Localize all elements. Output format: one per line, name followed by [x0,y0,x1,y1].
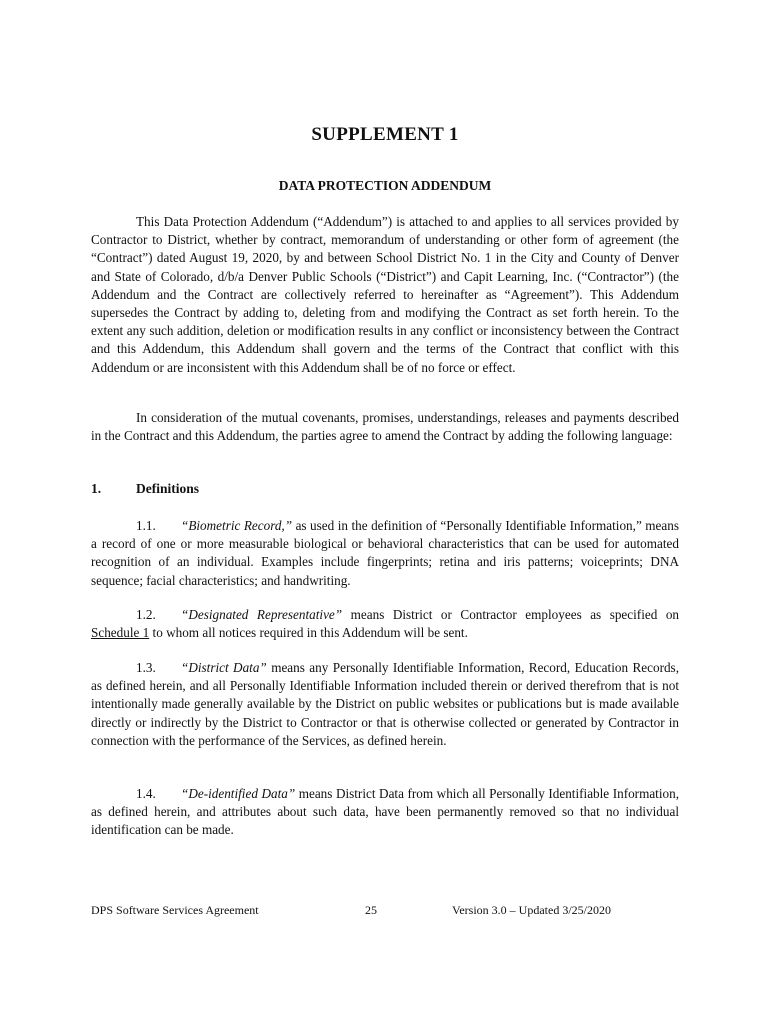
definition-text: means District Data from which all Personally Identifiable Information, as defined herein, and attributes about such data, have been permanently removed so that no individual identification can be made. [91,786,679,838]
definition-term: “District Data” [181,660,267,675]
document-title: SUPPLEMENT 1 [311,124,459,145]
section-number: 1. [91,481,102,496]
footer-version: Version 3.0 – Updated 3/25/2020 [452,903,611,917]
definition-number: 1.3. [136,660,156,675]
intro-paragraph: This Data Protection Addendum (“Addendum”) is attached to and applies to all services provided by Contractor to District, whether by contract, memorandum of understanding or other form of agreement (the “Contract”) dated August 19, 2020, by and between School District No. 1 in the City and County of Denver and State of Colorado, d/b/a Denver Public Schools (“District”) and Capit Learning, Inc. (“Contractor”) (the Addendum and the Contract are collectively referred to hereinafter as “Agreement”). This Addendum supersedes the Contract by adding to, deleting from and modifying the Contract as set forth herein. To the extent any such addition, deletion or modification results in any conflict or inconsistency between the Contract and this Addendum, this Addendum shall govern and the terms of the Contract that conflict with this Addendum or are inconsistent with this Addendum shall be of no force or effect. [91,214,679,375]
definition-1-3 [91,659,679,750]
schedule-1-link[interactable]: Schedule 1 [91,625,150,641]
definition-number: 1.2. [136,607,156,622]
definition-1-4 [91,785,679,840]
definition-1-1 [91,517,679,590]
definition-1-2 [91,606,679,642]
section-heading [91,481,199,497]
footer-page-number: 25 [365,903,377,917]
definition-text-after: to whom all notices required in this Addendum will be sent. [149,625,468,641]
definition-text: means District or Contractor employees as specified on [342,607,680,622]
definition-number: 1.1. [136,518,156,533]
footer-agreement-name: DPS Software Services Agreement [91,903,259,917]
definition-number: 1.4. [136,786,156,801]
definition-term: “Biometric Record,” [181,518,293,533]
definition-text: as used in the definition of “Personally Identifiable Information,” means a record of one or more measurable biological or behavioral characteristics that can be used for automated recognition of an individual. Examples include fingerprints; retina and iris patterns; voiceprints; DNA sequence; facial characteristics; and handwriting. [91,518,679,588]
definition-term: “De-identified Data” [181,786,296,801]
document-subtitle: DATA PROTECTION ADDENDUM [278,178,492,193]
consideration-paragraph: In consideration of the mutual covenants, promises, understandings, releases and payments described in the Contract and this Addendum, the parties agree to amend the Contract by adding the following language: [91,410,679,444]
section-title: Definitions [136,481,200,496]
definition-text: means any Personally Identifiable Information, Record, Education Records, as defined herein, and all Personally Identifiable Information included therein or derived therefrom that is not intentionally made generally available by the District on public websites or publications but is made available directly or indirectly by the District to Contractor or that is otherwise collected or generated by Contractor in connection with the performance of the Services, as defined herein. [91,660,679,748]
definition-term: “Designated Representative” [181,607,343,622]
